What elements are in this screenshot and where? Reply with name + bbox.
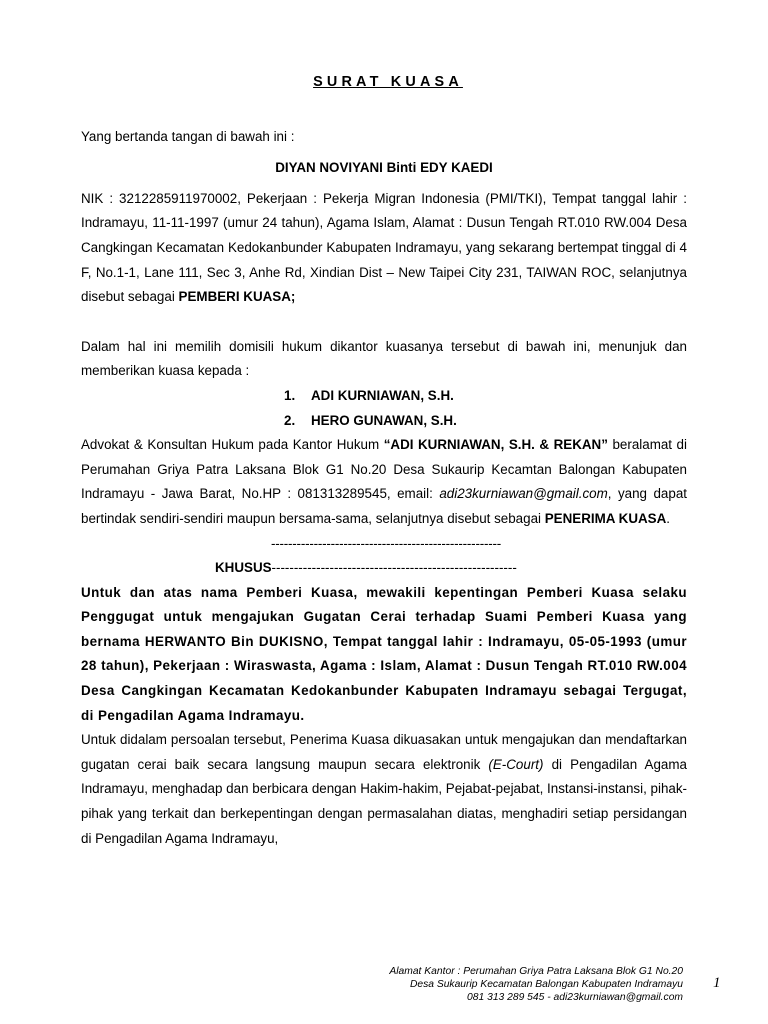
separator-line: ------------------------------------------------------ [271,535,501,551]
office-suffix: , yang dapat bertindak sendiri-sendiri maupun bersama-sama, selanjutnya disebut sebagai [81,486,687,526]
grantor-name: DIYAN NOVIYANI Binti EDY KAEDI [275,160,493,176]
footer-line: 081 313 289 545 - adi23kurniawan@gmail.com [467,992,683,1003]
special-dashes: ------------------------------------------------------- [271,560,517,576]
grantor-label: PEMBERI KUASA; [178,289,296,305]
office-paragraph [81,433,687,531]
attorney-item [81,384,687,409]
firm-name: “ADI KURNIAWAN, S.H. & REKAN” [383,437,608,453]
purpose-paragraph: Untuk dan atas nama Pemberi Kuasa, mewakili kepentingan Pemberi Kuasa selaku Penggugat untuk mengajukan Gugatan Cerai terhadap Suami Pemberi Kuasa yang bernama HERWANTO Bin DUKISNO, Tempat tanggal lahir : Indramayu, 05-05-1993 (umur 28 tahun), Pekerjaan : Wiraswasta, Agama : Islam, Alamat : Dusun Tengah RT.010 RW.004 Desa Cangkingan Kecamatan Kedokanbunder Kabupaten Indramayu sebagai Tergugat, di Pengadilan Agama Indramayu. [81,584,687,723]
office-email: adi23kurniawan@gmail.com [439,486,608,502]
spacer [81,310,687,335]
attorney-name: HERO GUNAWAN, S.H. [311,412,457,428]
authority-text: Untuk didalam persoalan tersebut, Penerima Kuasa dikuasakan untuk mengajukan dan mendaftarkan gugatan cerai baik secara langsung maupun secara elektronik [81,732,687,772]
special-label: KHUSUS [215,560,272,576]
office-address: beralamat di Perumahan Griya Patra Laksana Blok G1 No.20 Desa Sukaurip Kecamtan Balongan Kabupaten Indramayu - Jawa Barat, No.HP : 081313289545, email: [81,437,687,502]
special-heading [81,556,687,581]
recipient-label: PENERIMA KUASA [544,510,667,526]
page-number: 1 [713,975,721,991]
page-footer [300,965,683,1004]
authority-paragraph [81,728,687,851]
footer-line: Alamat Kantor : Perumahan Griya Patra Laksana Blok G1 No.20 [389,966,683,977]
authority-text-continued: di Pengadilan Agama Indramayu, menghadap dan berbicara dengan Hakim-hakim, Pejabat-pejabat, Instansi-instansi, pihak-pihak yang terkait dan berkepentingan dengan permasalahan diatas, menghadiri setiap persidangan di Pengadilan Agama Indramayu, [81,756,687,846]
attorney-name: ADI KURNIAWAN, S.H. [311,387,454,403]
attorney-number: 2. [284,412,296,428]
office-end: . [666,510,671,526]
office-prefix: Advokat & Konsultan Hukum pada Kantor Hukum [81,437,380,453]
attorney-number: 1. [284,387,296,403]
attorney-item [81,409,687,434]
ecourt-text: (E-Court) [488,756,544,772]
intro-text: Yang bertanda tangan di bawah ini : [81,128,295,144]
grantor-details: NIK : 3212285911970002, Pekerjaan : Pekerja Migran Indonesia (PMI/TKI), Tempat tanggal lahir : Indramayu, 11-11-1997 (umur 24 tahun), Agama Islam, Alamat : Dusun Tengah RT.010 RW.004 Desa Cangkingan Kecamatan Kedokanbunder Kabupaten Indramayu, yang sekarang bertempat tinggal di 4 F, No.1-1, Lane 111, Sec 3, Anhe Rd, Xindian Dist – New Taipei City 231, TAIWAN ROC, selanjutnya disebut sebagai [81,190,687,305]
domicile-paragraph: Dalam hal ini memilih domisili hukum dikantor kuasanya tersebut di bawah ini, menunjuk dan memberikan kuasa kepada : [81,338,687,379]
grantor-details-paragraph [81,187,687,310]
document-title: SURAT KUASA [313,74,463,90]
attorney-list [81,384,687,433]
footer-line: Desa Sukaurip Kecamatan Balongan Kabupaten Indramayu [409,979,683,990]
document-body [81,70,687,851]
